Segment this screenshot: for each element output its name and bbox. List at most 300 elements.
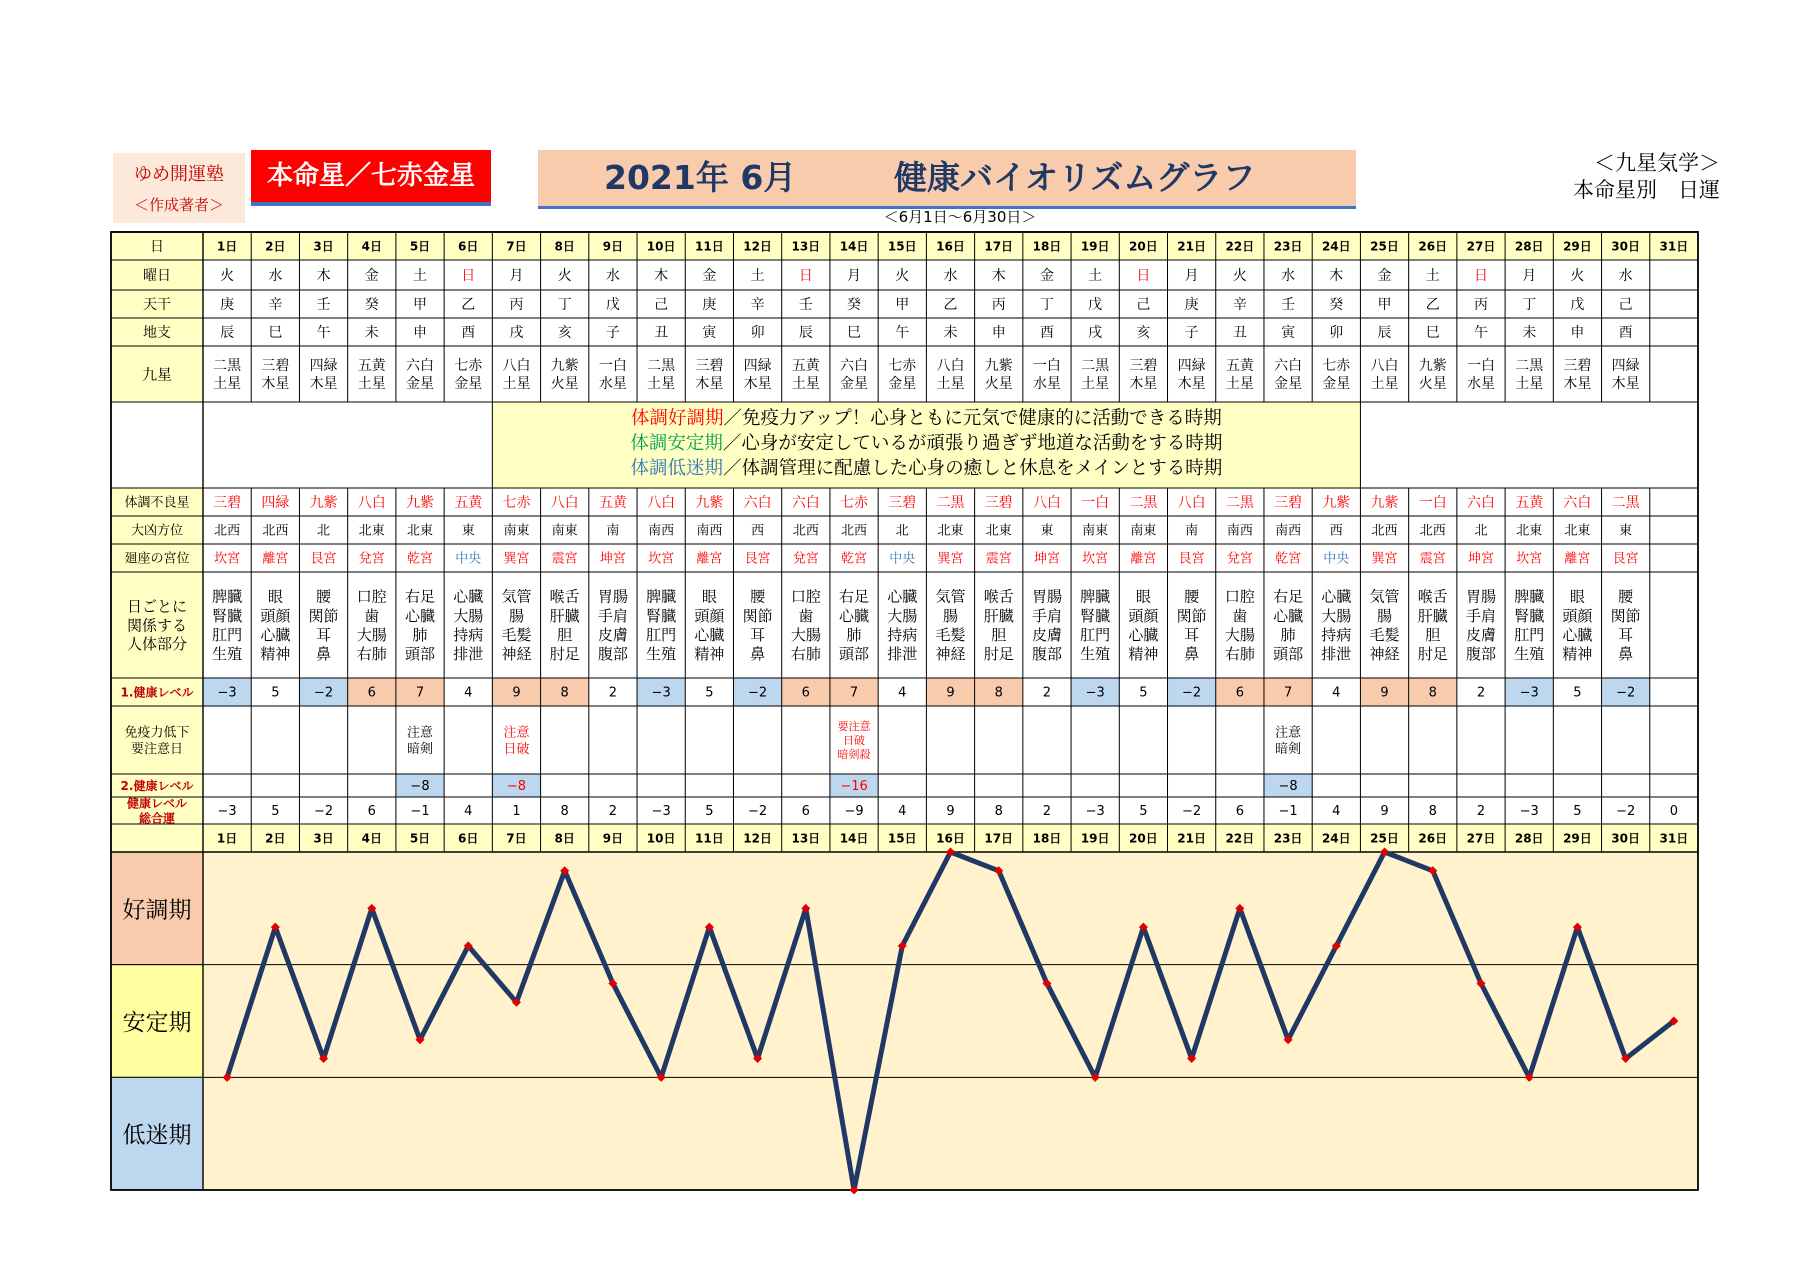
kyusei-cell: 二黒 — [213, 358, 242, 375]
row-label-body: 日ごとに — [126, 597, 188, 616]
title-date: 2021年 6月 — [604, 158, 797, 197]
kyusei-cell: 八白 — [936, 358, 965, 375]
pal-cell: 中央 — [1323, 551, 1350, 567]
kyusei-cell: 六白 — [840, 358, 869, 375]
day-cell: 14日 — [839, 239, 869, 254]
weekday-cell: 火 — [1232, 268, 1247, 285]
l1-cell: −2 — [1182, 685, 1202, 701]
body-cell: 毛髪 — [1369, 626, 1400, 644]
weekday-cell: 月 — [847, 268, 862, 285]
body-cell: 腎臓 — [212, 606, 243, 625]
body-cell: 頭顔 — [1562, 606, 1593, 625]
body-cell: 眼 — [267, 587, 283, 606]
pal-cell: 離宮 — [262, 551, 289, 567]
dir-cell: 南西 — [1275, 523, 1302, 539]
weekday-cell: 金 — [1377, 268, 1392, 285]
kyusei-cell: 土星 — [647, 376, 676, 392]
body-cell: 腎臓 — [646, 606, 677, 625]
kyusei-cell: 八白 — [1370, 358, 1399, 375]
body-cell: 腸 — [942, 606, 959, 625]
bad-cell: 七赤 — [840, 495, 869, 512]
body-cell: 肝臓 — [1417, 606, 1448, 625]
total-cell: 4 — [898, 804, 907, 820]
bad-cell: 八白 — [1032, 495, 1061, 512]
tenkan-cell: 丙 — [991, 297, 1006, 314]
kyusei-cell: 金星 — [888, 376, 917, 392]
day-cell: 23日 — [1273, 239, 1303, 254]
total-cell: −1 — [410, 804, 430, 820]
weekday-cell: 土 — [413, 268, 428, 285]
kyusei-cell: 金星 — [1322, 376, 1351, 392]
l1-cell: 6 — [1235, 685, 1244, 701]
row-label-imm: 免疫力低下 — [124, 725, 190, 741]
kyusei-title: ＜九星気学＞ — [1594, 151, 1720, 175]
dir-cell: 北東 — [407, 523, 434, 539]
body-cell: 毛髪 — [935, 626, 966, 644]
body-cell: 頭部 — [405, 645, 436, 664]
days2-cell: 6日 — [458, 831, 479, 846]
body-cell: 腰 — [1184, 587, 1200, 606]
body-cell: 精神 — [260, 645, 291, 664]
body-cell: 大腸 — [1321, 606, 1352, 625]
kyusei-cell: 土星 — [1370, 376, 1399, 392]
body-cell: 口腔 — [1224, 587, 1255, 606]
dir-cell: 東 — [1619, 523, 1633, 539]
pal-cell: 兌宮 — [792, 551, 819, 567]
body-cell: 腎臓 — [1514, 606, 1545, 625]
pal-cell: 乾宮 — [841, 551, 868, 567]
kyusei-cell: 七赤 — [888, 358, 917, 375]
honmei-star-label: 本命星／七赤金星 — [251, 150, 491, 206]
tenkan-cell: 丁 — [557, 297, 572, 314]
chishi-cell: 午 — [316, 325, 331, 342]
chishi-cell: 酉 — [1618, 325, 1633, 342]
days2-cell: 5日 — [409, 831, 431, 846]
dir-cell: 南東 — [551, 523, 578, 539]
pal-cell: 坎宮 — [1516, 551, 1543, 567]
dir-cell: 北 — [895, 523, 909, 539]
dir-cell: 南 — [1185, 523, 1199, 539]
l2-cell: −8 — [410, 779, 430, 795]
total-cell: −1 — [1278, 804, 1298, 820]
zone-label-0: 好調期 — [122, 897, 192, 924]
row-label-imm: 要注意日 — [130, 741, 184, 757]
brand-name: ゆめ開運塾 — [134, 164, 224, 185]
tenkan-cell: 庚 — [1184, 297, 1199, 314]
chishi-cell: 亥 — [1136, 325, 1151, 342]
body-cell: 喉舌 — [549, 587, 580, 606]
bad-cell: 九紫 — [406, 495, 435, 512]
kyusei-cell: 土星 — [357, 376, 386, 392]
body-cell: 頭顔 — [260, 606, 291, 625]
tenkan-cell: 丙 — [509, 297, 524, 314]
bad-cell: 四緑 — [261, 495, 290, 512]
weekday-cell: 火 — [557, 268, 572, 285]
day-cell: 15日 — [887, 239, 917, 254]
total-cell: 8 — [994, 804, 1003, 820]
kyusei-cell: 金星 — [840, 376, 869, 392]
bad-cell: 八白 — [647, 495, 676, 512]
weekday-cell: 木 — [1329, 268, 1344, 285]
legend-text-0: ／免疫力アップ！心身ともに元気で健康的に活動できる時期 — [723, 408, 1222, 429]
days2-cell: 17日 — [984, 831, 1014, 846]
body-cell: 皮膚 — [597, 626, 628, 644]
row-label-l1: 1.健康レベル — [120, 685, 194, 700]
day-cell: 24日 — [1321, 239, 1351, 254]
l1-cell: −2 — [313, 685, 334, 701]
dir-cell: 南西 — [696, 523, 723, 539]
day-cell: 2日 — [265, 239, 286, 254]
imm-cell: 注意 — [503, 725, 530, 741]
row-label-weekday: 曜日 — [143, 268, 171, 285]
bad-cell: 九紫 — [309, 495, 338, 512]
chishi-cell: 未 — [364, 325, 379, 342]
body-cell: 心臓 — [405, 606, 436, 625]
kyusei-cell: 水星 — [1466, 376, 1495, 392]
total-cell: −2 — [1182, 804, 1202, 820]
row-label-bad: 体調不良星 — [124, 495, 190, 511]
total-cell: 8 — [1428, 804, 1437, 820]
tenkan-cell: 戊 — [1570, 297, 1585, 314]
pal-cell: 離宮 — [696, 551, 723, 567]
tenkan-cell: 戊 — [605, 297, 620, 314]
kyusei-cell: 九紫 — [1418, 358, 1447, 375]
bad-cell: 六白 — [743, 495, 772, 512]
pal-cell: 震宮 — [551, 551, 578, 567]
pal-cell: 巽宮 — [937, 551, 964, 567]
pal-cell: 巽宮 — [503, 551, 530, 567]
l1-cell: −2 — [748, 685, 768, 701]
kyusei-cell: 三碧 — [1129, 358, 1158, 375]
total-cell: 4 — [1332, 804, 1341, 820]
tenkan-cell: 乙 — [461, 297, 476, 314]
legend-key-2: 体調低迷期 — [630, 458, 724, 479]
tenkan-cell: 辛 — [1232, 297, 1247, 314]
day-cell: 19日 — [1080, 239, 1110, 254]
kyusei-cell: 四緑 — [743, 358, 772, 375]
dir-cell: 北東 — [1516, 523, 1543, 539]
body-cell: 耳 — [1618, 626, 1634, 644]
days2-cell: 19日 — [1080, 831, 1110, 846]
body-cell: 胃腸 — [1465, 587, 1496, 606]
tenkan-cell: 甲 — [413, 297, 428, 314]
l1-cell: −2 — [1616, 685, 1636, 701]
days2-cell: 10日 — [646, 831, 676, 846]
dir-cell: 南 — [606, 523, 620, 539]
kyusei-cell: 三碧 — [261, 358, 290, 375]
total-cell: −2 — [1616, 804, 1636, 820]
total-cell: 2 — [608, 804, 618, 820]
dir-cell: 北西 — [1371, 523, 1398, 539]
weekday-cell: 水 — [605, 268, 620, 285]
weekday-cell: 水 — [268, 268, 283, 285]
days2-cell: 24日 — [1321, 831, 1351, 846]
body-cell: 手肩 — [1031, 606, 1062, 625]
dir-cell: 西 — [751, 523, 765, 539]
body-cell: 腰 — [750, 587, 766, 606]
day-cell: 12日 — [743, 239, 772, 254]
legend-line-1 — [630, 433, 1222, 454]
day-cell: 5日 — [409, 239, 431, 254]
day-cell: 11日 — [695, 239, 724, 254]
kyusei-cell: 木星 — [309, 376, 338, 392]
bad-cell: 五黄 — [598, 495, 627, 512]
total-cell: 8 — [560, 804, 569, 820]
body-cell: 肝臓 — [549, 606, 580, 625]
chishi-cell: 卯 — [750, 325, 765, 342]
days2-cell: 16日 — [936, 831, 965, 846]
bad-cell: 二黒 — [1129, 495, 1158, 512]
tenkan-cell: 庚 — [702, 297, 717, 314]
chishi-cell: 卯 — [1329, 325, 1344, 342]
dir-cell: 北西 — [792, 523, 819, 539]
bad-cell: 三碧 — [888, 495, 917, 512]
chishi-cell: 午 — [1473, 325, 1488, 342]
pal-cell: 離宮 — [1564, 551, 1591, 567]
body-cell: 肛門 — [1514, 626, 1545, 644]
chishi-cell: 申 — [991, 325, 1006, 342]
chishi-cell: 戌 — [509, 325, 524, 342]
l1-cell: 9 — [946, 685, 955, 701]
zone-label-1: 安定期 — [122, 1010, 192, 1036]
l1-cell: 5 — [705, 685, 714, 701]
weekday-cell: 水 — [943, 268, 958, 285]
body-cell: 脾臓 — [1514, 587, 1545, 606]
body-cell: 腰 — [1618, 587, 1634, 606]
weekday-cell: 水 — [1618, 268, 1633, 285]
total-cell: −3 — [1085, 804, 1105, 820]
dir-cell: 北 — [1474, 523, 1488, 539]
total-cell: 6 — [367, 804, 376, 820]
body-cell: 手肩 — [1465, 606, 1496, 625]
bad-cell: 八白 — [1177, 495, 1206, 512]
kyusei-cell: 六白 — [1274, 358, 1303, 375]
days2-cell: 31日 — [1659, 831, 1689, 846]
chishi-cell: 辰 — [798, 325, 813, 342]
kyusei-cell: 木星 — [1129, 376, 1158, 392]
legend-text-2: ／体調管理に配慮した心身の癒しと休息をメインとする時期 — [723, 458, 1223, 479]
kyusei-cell: 五黄 — [357, 358, 386, 375]
row-label-day: 日 — [150, 239, 164, 256]
l1-cell: 7 — [849, 685, 859, 701]
l1-cell: 5 — [1139, 685, 1148, 701]
body-cell: 生殖 — [1514, 645, 1545, 664]
dir-cell: 南西 — [1226, 523, 1253, 539]
day-cell: 6日 — [458, 239, 479, 254]
brand-author: ＜作成著者＞ — [133, 196, 224, 214]
pal-cell: 坎宮 — [648, 551, 675, 567]
total-cell: 9 — [1380, 804, 1389, 820]
body-cell: 鼻 — [1618, 645, 1634, 664]
body-cell: 神経 — [501, 645, 532, 664]
kyusei-cell: 木星 — [695, 376, 724, 392]
days2-cell: 4日 — [361, 831, 382, 846]
chishi-cell: 未 — [943, 325, 958, 342]
body-cell: 神経 — [935, 645, 966, 664]
days2-cell: 14日 — [839, 831, 869, 846]
body-cell: 右足 — [1273, 587, 1304, 606]
weekday-cell: 木 — [991, 268, 1006, 285]
weekday-cell: 金 — [364, 268, 379, 285]
l1-cell: 8 — [994, 685, 1003, 701]
day-cell: 7日 — [506, 239, 527, 254]
body-cell: 心臓 — [1562, 626, 1593, 644]
l1-cell: 4 — [1332, 685, 1341, 701]
chishi-cell: 巳 — [847, 325, 862, 342]
body-cell: 肺 — [846, 626, 862, 644]
body-cell: 心臓 — [453, 587, 484, 606]
pal-cell: 坤宮 — [1033, 551, 1060, 567]
legend-key-0: 体調好調期 — [631, 408, 724, 429]
day-cell: 20日 — [1129, 239, 1158, 254]
body-cell: 眼 — [1135, 587, 1151, 606]
body-cell: 神経 — [1369, 645, 1400, 664]
l1-cell: 9 — [512, 685, 521, 701]
pal-cell: 中央 — [455, 551, 482, 567]
kyusei-cell: 土星 — [213, 376, 242, 392]
chishi-cell: 辰 — [220, 325, 235, 342]
total-cell: 5 — [1139, 804, 1148, 820]
body-cell: 肺 — [1280, 626, 1296, 644]
bad-cell: 六白 — [791, 495, 820, 512]
l1-cell: −3 — [651, 685, 671, 701]
bad-cell: 九紫 — [1322, 495, 1351, 512]
dir-cell: 南東 — [1082, 523, 1109, 539]
tenkan-cell: 壬 — [316, 297, 331, 314]
bad-cell: 七赤 — [502, 495, 531, 512]
l1-cell: 5 — [1573, 685, 1582, 701]
pal-cell: 兌宮 — [1226, 551, 1253, 567]
kyusei-cell: 一白 — [598, 358, 627, 375]
body-cell: 鼻 — [750, 645, 766, 664]
kyusei-cell: 火星 — [550, 376, 579, 392]
l2-cell: −8 — [506, 779, 527, 795]
body-cell: 眼 — [1569, 587, 1585, 606]
kyusei-cell: 四緑 — [309, 358, 338, 375]
day-cell: 28日 — [1514, 239, 1544, 254]
dir-cell: 東 — [461, 523, 475, 539]
day-cell: 3日 — [313, 239, 334, 254]
row-label-total: 総合運 — [138, 811, 176, 826]
kyusei-cell: 水星 — [598, 376, 627, 392]
body-cell: 腰 — [316, 587, 332, 606]
day-cell: 16日 — [936, 239, 965, 254]
row-label-body: 関係する — [126, 616, 188, 635]
imm-cell: 要注意 — [837, 719, 871, 733]
body-cell: 右肺 — [356, 645, 387, 664]
body-cell: 排泄 — [1321, 645, 1352, 664]
body-cell: 耳 — [750, 626, 766, 644]
chishi-cell: 申 — [413, 325, 428, 342]
weekday-cell: 火 — [1570, 268, 1585, 285]
body-cell: 生殖 — [1080, 645, 1111, 664]
body-cell: 気管 — [1369, 587, 1400, 606]
bad-cell: 五黄 — [1515, 495, 1544, 512]
l1-cell: 2 — [1476, 685, 1486, 701]
bad-cell: 三碧 — [1274, 495, 1303, 512]
chishi-cell: 未 — [1522, 325, 1537, 342]
body-cell: 皮膚 — [1031, 626, 1062, 644]
bad-cell: 六白 — [1466, 495, 1495, 512]
body-cell: 排泄 — [453, 645, 484, 664]
kyusei-cell: 三碧 — [695, 358, 724, 375]
kyusei-cell: 金星 — [454, 376, 483, 392]
kyusei-cell: 土星 — [791, 376, 820, 392]
days2-cell: 11日 — [695, 831, 724, 846]
total-cell: 9 — [946, 804, 955, 820]
body-cell: 右足 — [839, 587, 870, 606]
dir-cell: 南西 — [648, 523, 675, 539]
tenkan-cell: 庚 — [220, 297, 235, 314]
kyusei-cell: 七赤 — [454, 358, 483, 375]
body-cell: 腸 — [508, 606, 524, 625]
chishi-cell: 寅 — [1281, 325, 1296, 342]
weekday-cell: 日 — [1136, 268, 1151, 285]
body-cell: 眼 — [701, 587, 717, 606]
pal-cell: 乾宮 — [407, 551, 434, 567]
pal-cell: 坎宮 — [214, 551, 241, 567]
weekday-cell: 水 — [1281, 268, 1296, 285]
days2-cell: 28日 — [1514, 831, 1544, 846]
kyusei-cell: 五黄 — [1225, 358, 1254, 375]
body-cell: 心臓 — [1273, 606, 1304, 625]
body-cell: 耳 — [316, 626, 332, 644]
body-cell: 胆 — [991, 626, 1007, 644]
dir-cell: 北東 — [1564, 523, 1591, 539]
body-cell: 精神 — [1128, 645, 1159, 664]
weekday-cell: 月 — [509, 268, 524, 285]
bad-cell: 六白 — [1563, 495, 1592, 512]
days2-cell: 18日 — [1032, 831, 1062, 846]
body-cell: 頭部 — [1273, 645, 1304, 664]
days2-cell: 21日 — [1177, 831, 1206, 846]
imm-cell: 注意 — [1275, 725, 1302, 741]
chishi-cell: 丑 — [1232, 325, 1247, 342]
dir-cell: 北東 — [985, 523, 1012, 539]
l1-cell: 2 — [608, 685, 618, 701]
body-cell: 肘足 — [1417, 645, 1448, 664]
chishi-cell: 酉 — [1039, 325, 1054, 342]
body-cell: 胆 — [1425, 626, 1441, 644]
day-cell: 4日 — [361, 239, 382, 254]
chishi-cell: 丑 — [654, 325, 669, 342]
pal-cell: 艮宮 — [1178, 551, 1205, 567]
body-cell: 歯 — [364, 606, 380, 625]
kyusei-cell: 土星 — [1081, 376, 1110, 392]
dir-cell: 北西 — [214, 523, 241, 539]
dir-cell: 南東 — [503, 523, 530, 539]
legend-line-2 — [631, 458, 1223, 479]
total-cell: −9 — [844, 804, 864, 820]
chishi-cell: 巳 — [268, 325, 283, 342]
l1-cell: −3 — [1085, 685, 1105, 701]
kyusei-cell: 五黄 — [791, 358, 820, 375]
body-cell: 胃腸 — [1031, 587, 1062, 606]
days2-cell: 29日 — [1563, 831, 1592, 846]
day-cell: 29日 — [1563, 239, 1592, 254]
kyusei-cell: 金星 — [1274, 376, 1303, 392]
l1-cell: 6 — [801, 685, 810, 701]
pal-cell: 坤宮 — [599, 551, 626, 567]
tenkan-cell: 癸 — [847, 297, 862, 314]
body-cell: 心臓 — [839, 606, 870, 625]
kyusei-cell: 四緑 — [1177, 358, 1206, 375]
l2-cell: −16 — [840, 779, 868, 795]
body-cell: 生殖 — [212, 645, 243, 664]
body-cell: 耳 — [1184, 626, 1200, 644]
total-cell: 6 — [1235, 804, 1244, 820]
chishi-cell: 申 — [1570, 325, 1585, 342]
